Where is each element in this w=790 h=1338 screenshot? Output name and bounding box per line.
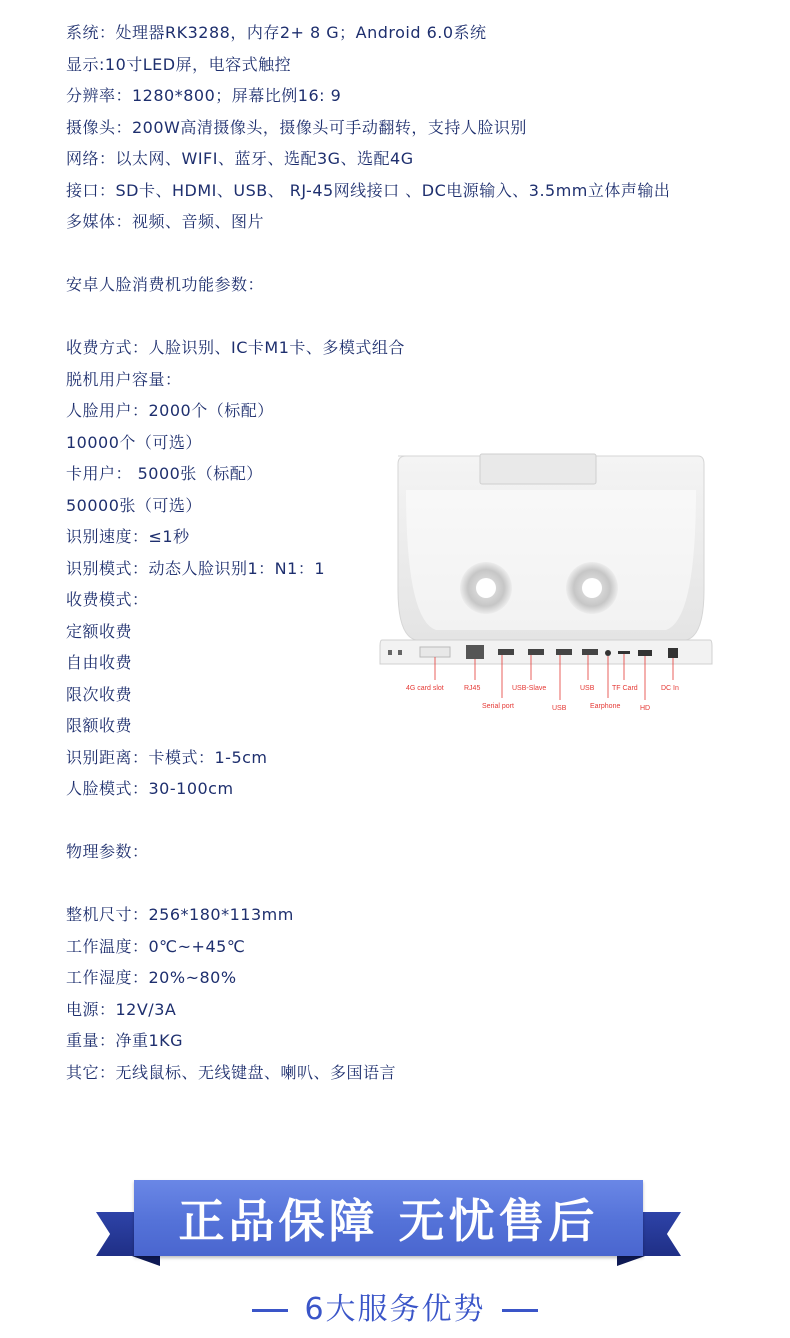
- function-fixed-charge: 定额收费: [66, 622, 133, 641]
- function-distance-card: 识别距离：卡模式：1-5cm: [66, 748, 268, 767]
- spec-multimedia: 多媒体：视频、音频、图片: [66, 212, 265, 231]
- label-serial-port: Serial port: [482, 703, 514, 710]
- function-recognition-mode: 识别模式：动态人脸识别1：N1：1: [66, 559, 326, 578]
- service-advantages-text: 6大服务优势: [304, 1292, 486, 1327]
- speaker-left-icon: [460, 562, 512, 614]
- label-4g-card-slot: 4G card slot: [406, 685, 444, 692]
- banner-main: [134, 1180, 643, 1256]
- label-rj45: RJ45: [464, 685, 481, 692]
- function-distance-face: 人脸模式：30-100cm: [66, 779, 234, 798]
- device-image: [376, 450, 716, 720]
- ribbon-fold-right: [617, 1256, 645, 1266]
- label-usb-1: USB: [580, 685, 595, 692]
- function-limit-amount: 限额收费: [66, 716, 133, 735]
- function-card-users-optional: 50000张（可选）: [66, 496, 202, 515]
- spec-system: 系统：处理器RK3288，内存2+ 8 G；Android 6.0系统: [66, 23, 487, 42]
- physical-other: 其它：无线鼠标、无线键盘、喇叭、多国语言: [66, 1063, 397, 1082]
- physical-humidity: 工作湿度：20%~80%: [66, 968, 237, 987]
- ribbon-fold-left: [132, 1256, 160, 1266]
- function-section-title: 安卓人脸消费机功能参数：: [66, 275, 265, 294]
- physical-power: 电源：12V/3A: [66, 1000, 177, 1019]
- speaker-right-icon: [566, 562, 618, 614]
- spec-interfaces: 接口：SD卡、HDMI、USB、 RJ-45网线接口 、DC电源输入、3.5mm立体声输出: [66, 181, 671, 200]
- dash-left: [252, 1309, 288, 1312]
- function-face-users-optional: 10000个（可选）: [66, 433, 202, 452]
- dash-right: [502, 1309, 538, 1312]
- label-tf-card: TF Card: [612, 685, 638, 692]
- spec-camera: 摄像头：200W高清摄像头，摄像头可手动翻转，支持人脸识别: [66, 118, 527, 137]
- label-hd: HD: [640, 705, 651, 712]
- function-offline-capacity: 脱机用户容量：: [66, 370, 182, 389]
- spec-display: 显示:10寸LED屏，电容式触控: [66, 55, 292, 74]
- function-card-users: 卡用户： 5000张（标配）: [66, 464, 263, 483]
- physical-temperature: 工作温度：0℃~+45℃: [66, 937, 246, 956]
- spec-resolution: 分辨率：1280*800；屏幕比例16: 9: [66, 86, 342, 105]
- physical-section-title: 物理参数：: [66, 842, 149, 861]
- label-usb-2: USB: [552, 705, 567, 712]
- banner-title: 正品保障 无忧售后: [178, 1194, 599, 1248]
- guarantee-banner: [96, 1180, 681, 1280]
- label-usb-slave: USB-Slave: [512, 685, 547, 692]
- function-free-charge: 自由收费: [66, 653, 133, 672]
- label-dc-in: DC In: [661, 685, 679, 692]
- physical-dimensions: 整机尺寸：256*180*113mm: [66, 905, 294, 924]
- physical-weight: 重量：净重1KG: [66, 1031, 184, 1050]
- function-charge-modes: 收费模式：: [66, 590, 149, 609]
- function-face-users: 人脸用户：2000个（标配）: [66, 401, 274, 420]
- spec-network: 网络：以太网、WIFI、蓝牙、选配3G、选配4G: [66, 149, 414, 168]
- label-earphone: Earphone: [590, 703, 621, 710]
- function-limit-times: 限次收费: [66, 685, 133, 704]
- function-charge-method: 收费方式：人脸识别、IC卡M1卡、多模式组合: [66, 338, 405, 357]
- service-advantages-heading: [0, 1284, 790, 1328]
- function-recognition-speed: 识别速度：≤1秒: [66, 527, 190, 546]
